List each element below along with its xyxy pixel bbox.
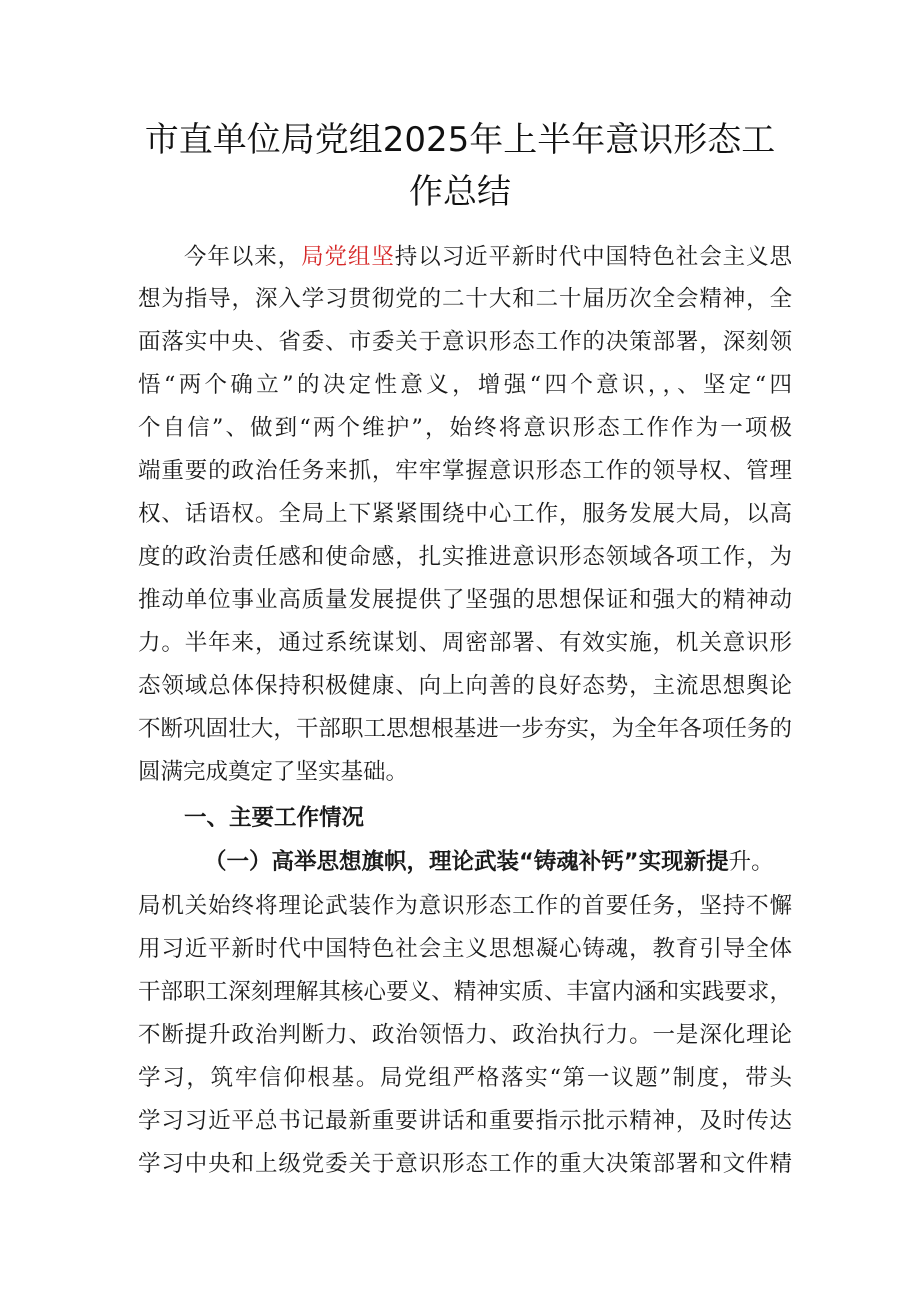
section-heading: 一、主要工作情况	[184, 805, 365, 831]
subsection-heading	[204, 842, 804, 882]
body-line: 干部职工深刻理解其核心要义、精神实质、丰富内涵和实践要求，	[138, 979, 792, 1005]
intro-line: 想为指导，深入学习贯彻党的二十大和二十届历次全会精神，全	[138, 286, 792, 312]
intro-line: 端重要的政治任务来抓，牢牢掌握意识形态工作的领导权、管理	[138, 458, 792, 484]
intro-line-1	[184, 237, 792, 277]
intro-continuation: 持以习近平新时代中国特色社会主义思	[394, 244, 792, 270]
subsection-heading-tail: 升。	[728, 849, 774, 875]
intro-line: 圆满完成奠定了坚实基础。	[138, 759, 409, 785]
intro-line: 不断巩固壮大，干部职工思想根基进一步夯实，为全年各项任务的	[138, 716, 792, 742]
subsection-heading-bold: （一）高举思想旗帜，理论武装“铸魂补钙”实现新提	[204, 849, 729, 875]
intro-line: 态领域总体保持积极健康、向上向善的良好态势，主流思想舆论	[138, 673, 792, 699]
document-title-line-2: 作总结	[409, 172, 511, 212]
intro-line: 个自信”、做到“两个维护”，始终将意识形态工作作为一项极	[138, 415, 792, 441]
body-line: 学习习近平总书记最新重要讲话和重要指示批示精神，及时传达	[138, 1108, 792, 1134]
intro-line: 权、话语权。全局上下紧紧围绕中心工作，服务发展大局，以高	[138, 501, 792, 527]
intro-line: 力。半年来，通过系统谋划、周密部署、有效实施，机关意识形	[138, 630, 792, 656]
body-line: 用习近平新时代中国特色社会主义思想凝心铸魂，教育引导全体	[138, 936, 792, 962]
intro-line: 悟“两个确立”的决定性意义，增强“四个意识，，、坚定“四	[138, 372, 792, 398]
body-line: 学习中央和上级党委关于意识形态工作的重大决策部署和文件精	[138, 1151, 792, 1177]
intro-line: 度的政治责任感和使命感，扎实推进意识形态领域各项工作，为	[138, 544, 792, 570]
body-line: 不断提升政治判断力、政治领悟力、政治执行力。一是深化理论	[138, 1022, 792, 1048]
intro-line: 推动单位事业高质量发展提供了坚强的思想保证和强大的精神动	[138, 587, 792, 613]
highlighted-text: 局党组坚	[301, 244, 395, 270]
document-title-line-1: 市直单位局党组2025年上半年意识形态工	[144, 120, 776, 160]
intro-line: 面落实中央、省委、市委关于意识形态工作的决策部署，深刻领	[138, 329, 792, 355]
intro-lead: 今年以来，	[184, 244, 302, 270]
body-line: 局机关始终将理论武装作为意识形态工作的首要任务，坚持不懈	[138, 893, 792, 919]
body-line: 学习，筑牢信仰根基。局党组严格落实“第一议题”制度，带头	[138, 1065, 792, 1091]
